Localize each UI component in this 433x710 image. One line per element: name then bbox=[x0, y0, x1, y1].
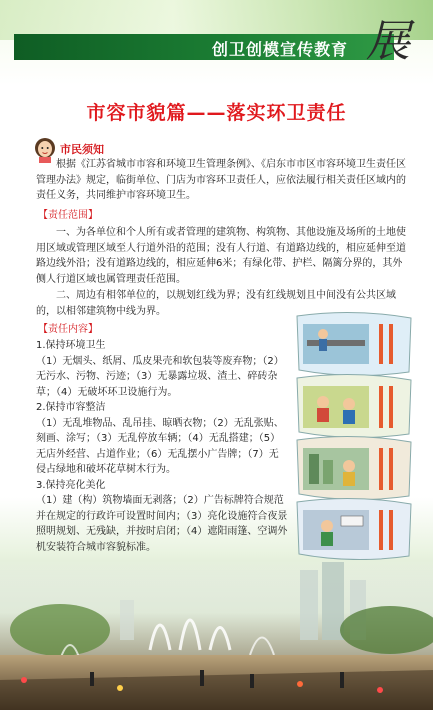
list-item-title: 2.保持市容整洁 bbox=[36, 402, 106, 413]
scope-paragraph-2: 二、周边有相邻单位的，以规划红线为界；没有红线规划且中间没有公共区域的，以相邻建筑物中线为界。 bbox=[36, 290, 396, 317]
scope-heading: 【责任范围】 bbox=[38, 210, 98, 221]
banner-title: 创卫创模宣传教育 bbox=[211, 40, 348, 59]
scope-paragraph-1: 一、为各单位和个人所有或者管理的建筑物、构筑物、其他设施及场所的土地使用区域或管理区域至人行道外沿的范围；没有人行道、有道路边线的，相应延伸至道路边线外沿；没有道路边线的，相应延伸6米；有绿化带、护栏、隔篱分界的，其外侧人行道区域也属管理责任范围。 bbox=[36, 227, 406, 285]
cartoon-panel-1 bbox=[297, 312, 411, 375]
cartoon-panel-3 bbox=[297, 436, 411, 499]
notice-label: 市民须知 bbox=[60, 143, 104, 156]
city-plaza-fountain-photo bbox=[0, 560, 433, 710]
list-item-body: （1）建（构）筑物墙面无剥落；（2）广告标牌符合规范并在规定的行政许可设置时间内；（3）亮化设施符合夜景照明规划、无残缺，并按时启闭；（4）遮阳雨篷、空调外机安装符合城市容貌标准。 bbox=[36, 495, 288, 553]
content-list bbox=[36, 338, 288, 555]
cartoon-illustrations bbox=[293, 310, 417, 560]
header-banner bbox=[14, 34, 394, 60]
cartoon-panel-2 bbox=[297, 374, 411, 437]
banner-calligraphy-mark: 展 bbox=[366, 16, 410, 67]
cartoon-panel-4 bbox=[297, 498, 411, 559]
notice-intro: 根据《江苏省城市市容和环境卫生管理条例》、《启东市市区市容环境卫生责任区管理办法》规定，临街单位、门店为市容环卫责任人，应依法履行相关责任区域内的责任义务，共同维护市容环境卫生。 bbox=[36, 159, 406, 201]
list-item-title: 1.保持环境卫生 bbox=[36, 340, 106, 351]
list-item-title: 3.保持亮化美化 bbox=[36, 479, 106, 491]
content-heading: 【责任内容】 bbox=[38, 324, 98, 335]
page-title: 市容市貌篇——落实环卫责任 bbox=[86, 102, 347, 124]
list-item-body: （1）无乱堆物品、乱吊挂、晾晒衣物；（2）无乱张贴、刻画、涂写；（3）无乱停放车辆；（4）无乱搭建；（5）无店外经营、占道作业；（6）无乱摆小广告牌；（7）无侵占绿地和破坏花草树木行为。 bbox=[36, 417, 284, 475]
list-item-body: （1）无烟头、纸屑、瓜皮果壳和软包装等废弃物；（2）无污水、污物、污迹；（3）无暴露垃圾、渣土、碎砖杂草；（4）无破坏环卫设施行为。 bbox=[36, 355, 284, 398]
